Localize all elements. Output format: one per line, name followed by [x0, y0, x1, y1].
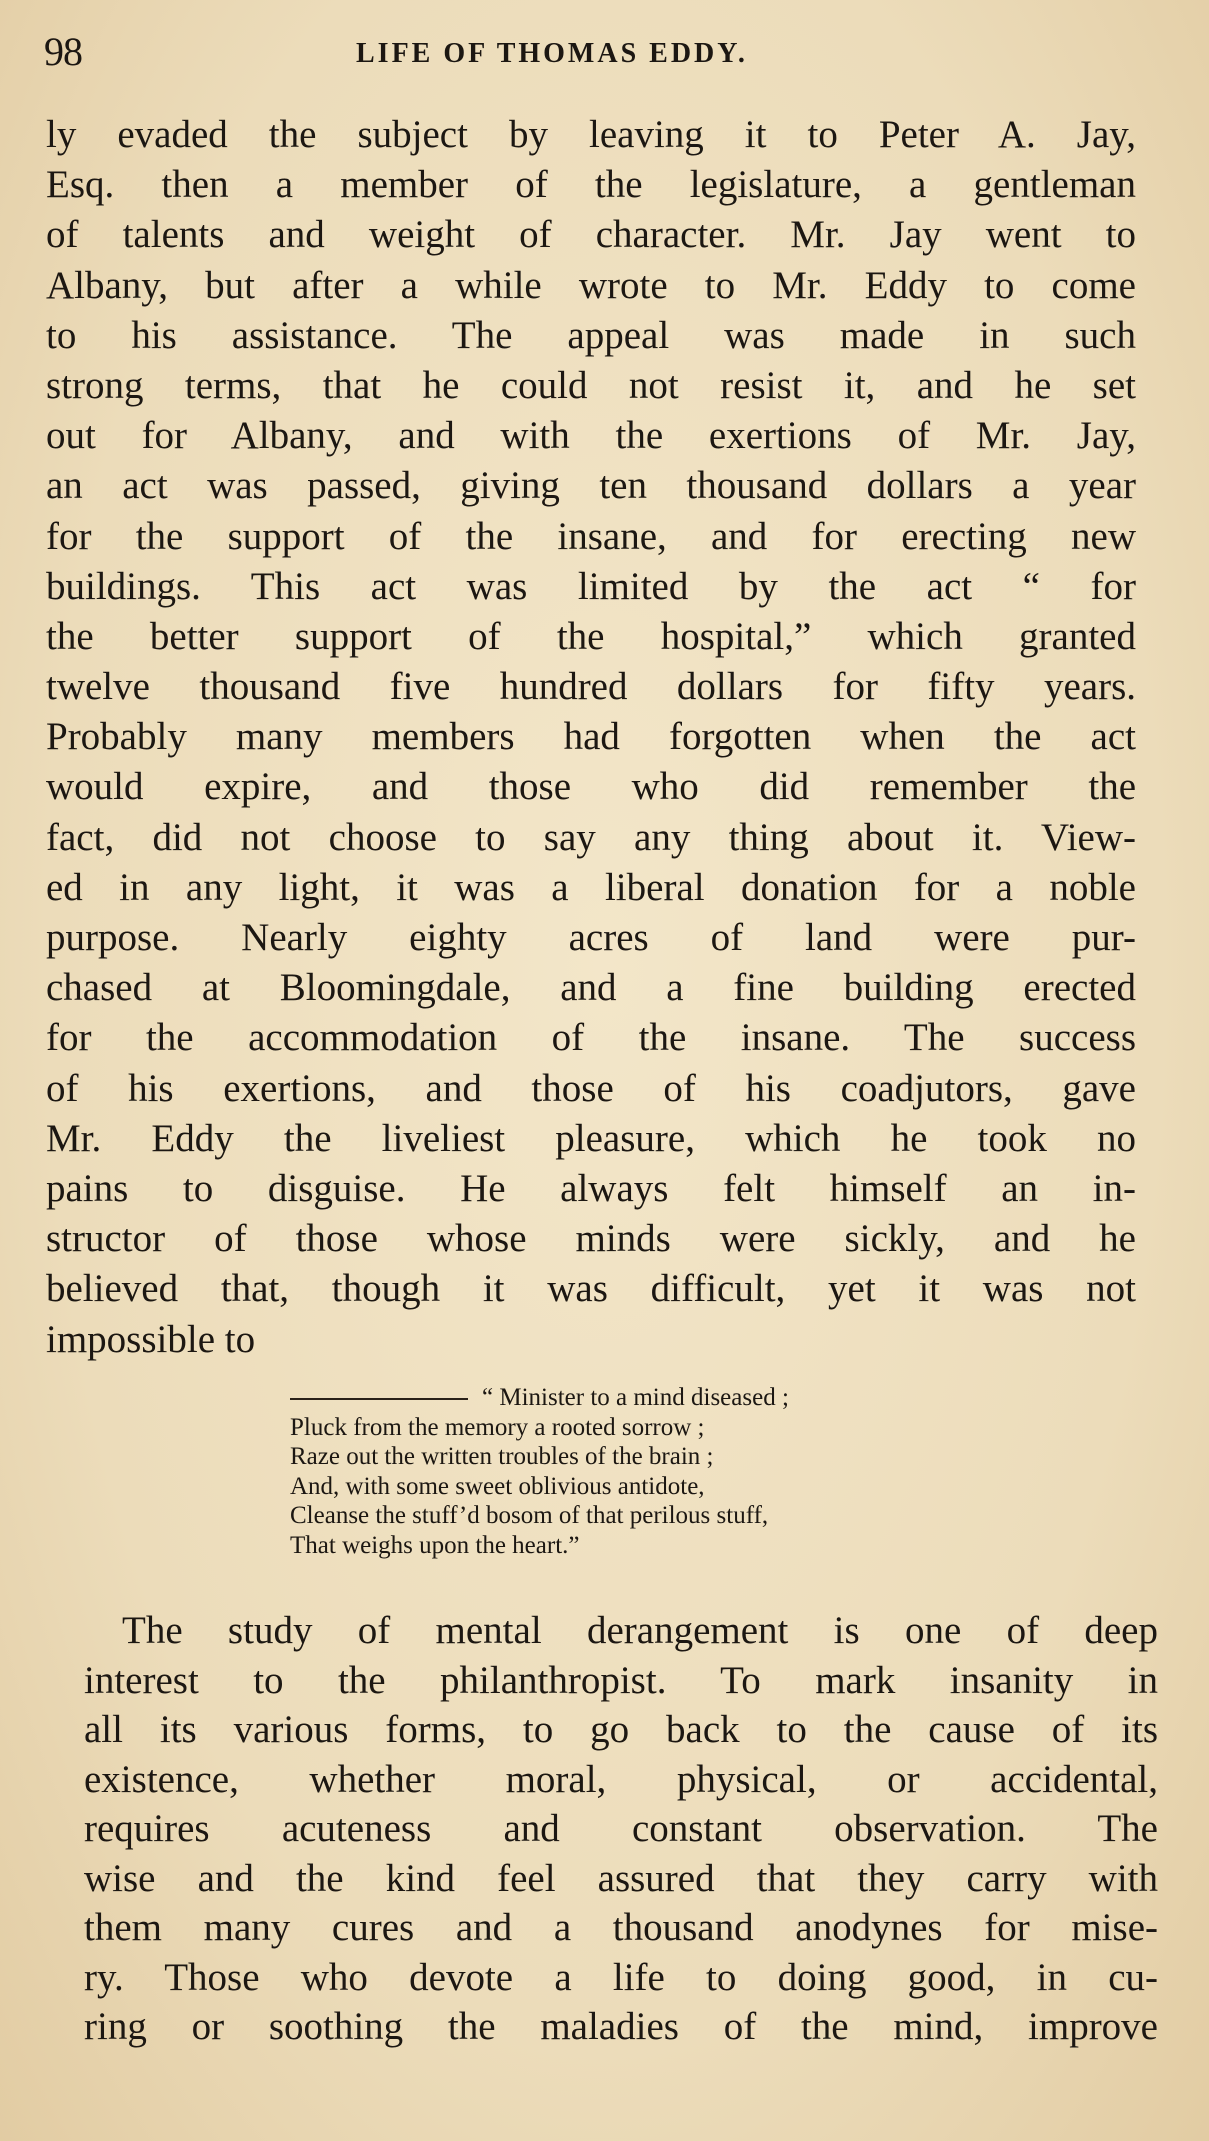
text-line: chased at Bloomingdale, and a fine building erected: [46, 966, 1136, 1010]
text-line: for the accommodation of the insane. The success: [46, 1016, 1136, 1060]
text-line: interest to the philanthropist. To mark insanity in: [84, 1658, 1158, 1702]
paragraph-2: [84, 1606, 1158, 2052]
quote-line: Pluck from the memory a rooted sorrow ;: [290, 1413, 705, 1441]
text-line: Probably many members had forgotten when the act: [46, 715, 1136, 759]
text-line: wise and the kind feel assured that they carry with: [84, 1856, 1158, 1900]
paragraph-1: [46, 110, 1136, 1365]
text-line: ry. Those who devote a life to doing good, in cu-: [84, 1955, 1158, 1999]
text-line: believed that, though it was difficult, yet it was not: [46, 1267, 1136, 1311]
text-line: of his exertions, and those of his coadjutors, gave: [46, 1066, 1136, 1110]
text-line: for the support of the insane, and for erecting new: [46, 514, 1136, 558]
text-line: impossible to: [46, 1317, 256, 1361]
text-line: existence, whether moral, physical, or accidental,: [84, 1757, 1158, 1801]
quote-line: And, with some sweet oblivious antidote,: [290, 1472, 705, 1500]
text-line: fact, did not choose to say any thing about it. View-: [46, 815, 1136, 859]
text-line: buildings. This act was limited by the act “ for: [46, 564, 1136, 608]
quote-line: Cleanse the stuff’d bosom of that perilous stuff,: [290, 1502, 769, 1529]
text-line: ring or soothing the maladies of the mind, improve: [84, 2005, 1158, 2048]
text-line: all its various forms, to go back to the cause of its: [84, 1708, 1158, 1751]
text-line: ed in any light, it was a liberal donation for a noble: [46, 865, 1136, 909]
page-header: [44, 30, 1154, 80]
text-line: strong terms, that he could not resist it, and he set: [46, 363, 1136, 407]
text-line: Esq. then a member of the legislature, a gentleman: [46, 163, 1136, 207]
quote-line-text: “ Minister to a mind diseased ;: [482, 1384, 789, 1411]
quote-line: Raze out the written troubles of the brain ;: [290, 1443, 714, 1470]
text-line: pains to disguise. He always felt himself an in-: [46, 1166, 1136, 1210]
text-line: Albany, but after a while wrote to Mr. Eddy to come: [46, 263, 1136, 307]
text-line: the better support of the hospital,” which granted: [46, 614, 1136, 658]
quote-rule: [290, 1398, 468, 1400]
page-number: 98: [44, 29, 82, 74]
text-line: would expire, and those who did remember the: [46, 765, 1136, 809]
text-line: to his assistance. The appeal was made in such: [46, 313, 1136, 357]
text-line: Mr. Eddy the liveliest pleasure, which he took no: [46, 1116, 1136, 1160]
text-line: an act was passed, giving ten thousand dollars a year: [46, 464, 1136, 508]
text-line: out for Albany, and with the exertions of Mr. Jay,: [46, 414, 1136, 458]
quote-line: [290, 1383, 930, 1413]
text-line: requires acuteness and constant observation. The: [84, 1807, 1158, 1850]
running-head: LIFE OF THOMAS EDDY.: [356, 38, 748, 69]
text-line: them many cures and a thousand anodynes for mise-: [84, 1906, 1158, 1949]
verse-quotation: [290, 1383, 930, 1560]
text-line: of talents and weight of character. Mr. Jay went to: [46, 213, 1136, 257]
quote-line: That weighs upon the heart.”: [290, 1531, 580, 1559]
text-line: purpose. Nearly eighty acres of land were pur-: [46, 916, 1136, 959]
text-line: ly evaded the subject by leaving it to Peter A. Jay,: [46, 113, 1136, 156]
text-line: The study of mental derangement is one of deep: [122, 1609, 1158, 1652]
text-line: twelve thousand five hundred dollars for fifty years.: [46, 665, 1136, 709]
text-line: structor of those whose minds were sickly, and he: [46, 1217, 1136, 1261]
